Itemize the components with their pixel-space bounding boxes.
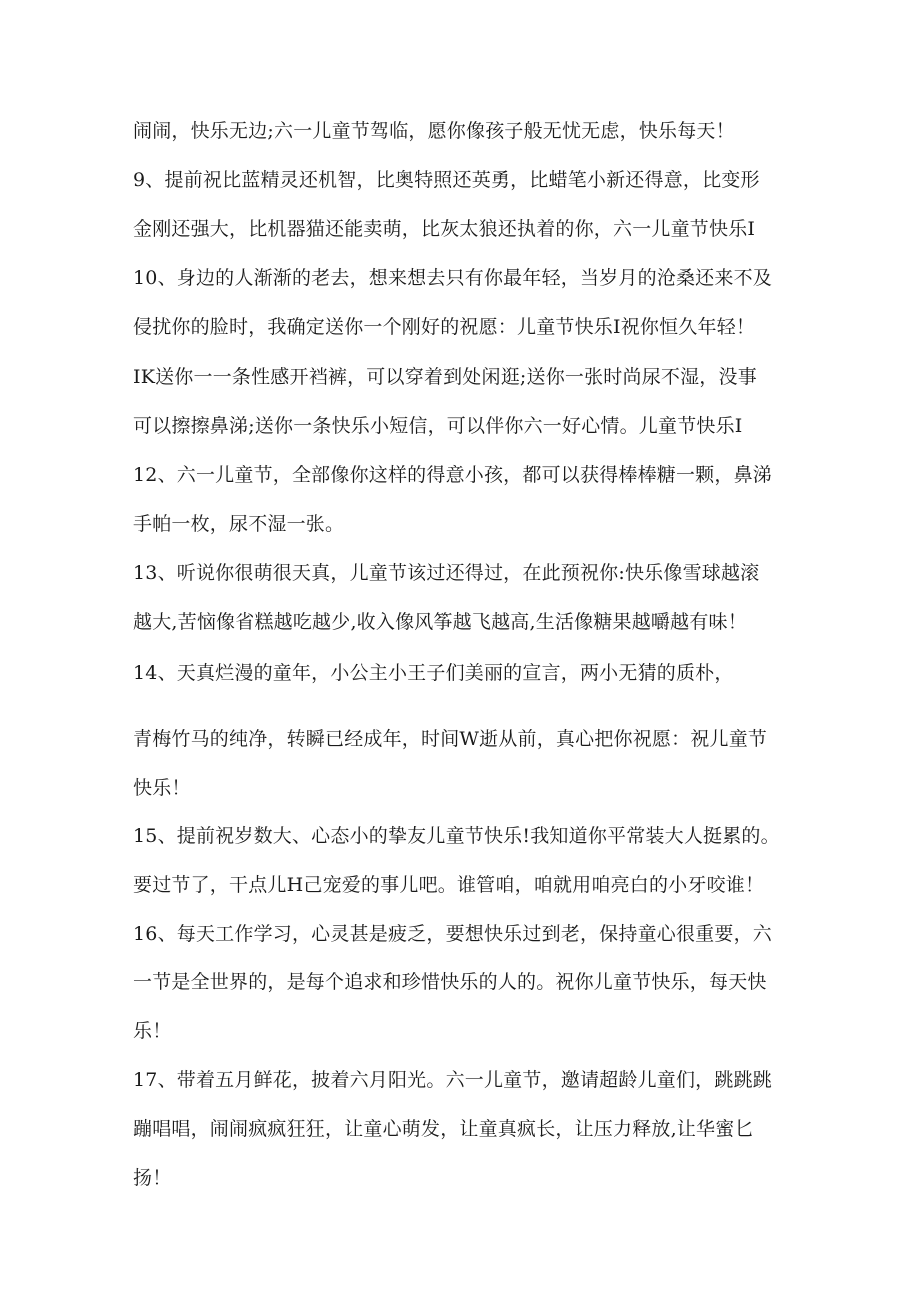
text-line: 要过节了，干点儿H己宠爱的事儿吧。谁管咱，咱就用咱亮白的小牙咬谁！ bbox=[133, 874, 765, 896]
text-line: 快乐！ bbox=[133, 777, 191, 799]
text-line: 9、提前祝比蓝精灵还机智，比奥特照还英勇，比蜡笔小新还得意，比变形 bbox=[133, 169, 760, 191]
text-line: IK送你一一条性感开裆裤，可以穿着到处闲逛;送你一张时尚尿不湿，没事 bbox=[133, 366, 757, 388]
text-line: 闹闹，快乐无边;六一儿童节驾临，愿你像孩子般无忧无虑，快乐每天！ bbox=[133, 120, 735, 142]
text-line: 10、身边的人渐渐的老去，想来想去只有你最年轻，当岁月的沧桑还来不及 bbox=[133, 267, 772, 289]
text-line: 12、六一儿童节，全部像你这样的得意小孩，都可以获得棒棒糖一颗，鼻涕 bbox=[133, 464, 772, 486]
text-line: 扬！ bbox=[133, 1167, 172, 1189]
text-line: 一节是全世界的，是每个追求和珍惜快乐的人的。祝你儿童节快乐，每天快 bbox=[133, 971, 767, 993]
text-line: 青梅竹马的纯净，转瞬已经成年，时间W逝从前，真心把你祝愿：祝儿童节 bbox=[133, 728, 768, 750]
text-line: 13、听说你很萌很天真，儿童节该过还得过，在此预祝你:快乐像雪球越滚 bbox=[133, 562, 760, 584]
text-line: 蹦唱唱，闹闹疯疯狂狂，让童心萌发，让童真疯长，让压力释放,让华蜜匕 bbox=[133, 1118, 754, 1140]
text-line: 15、提前祝岁数大、心态小的挚友儿童节快乐!我知道你平常装大人挺累的。 bbox=[133, 825, 780, 847]
text-line: 14、天真烂漫的童年，小公主小王子们美丽的宣言，两小无猜的质朴， bbox=[133, 662, 734, 684]
text-line: 乐！ bbox=[133, 1020, 172, 1042]
text-line: 侵扰你的脸时，我确定送你一个刚好的祝愿：儿童节快乐I祝你恒久年轻！ bbox=[133, 316, 756, 338]
text-line: 16、每天工作学习，心灵甚是疲乏，要想快乐过到老，保持童心很重要，六 bbox=[133, 923, 772, 945]
text-line: 金刚还强大，比机器猫还能卖萌，比灰太狼还执着的你，六一儿童节快乐I bbox=[133, 218, 756, 240]
text-line: 手帕一枚，尿不湿一张。 bbox=[133, 513, 345, 535]
text-line: 可以擦擦鼻涕;送你一条快乐小短信，可以伴你六一好心情。儿童节快乐I bbox=[133, 415, 743, 437]
text-line: 越大,苦恼像省糕越吃越少,收入像风筝越飞越高,生活像糖果越嚼越有味！ bbox=[133, 611, 747, 633]
text-line: 17、带着五月鲜花，披着六月阳光。六一儿童节，邀请超龄儿童们，跳跳跳 bbox=[133, 1069, 772, 1091]
